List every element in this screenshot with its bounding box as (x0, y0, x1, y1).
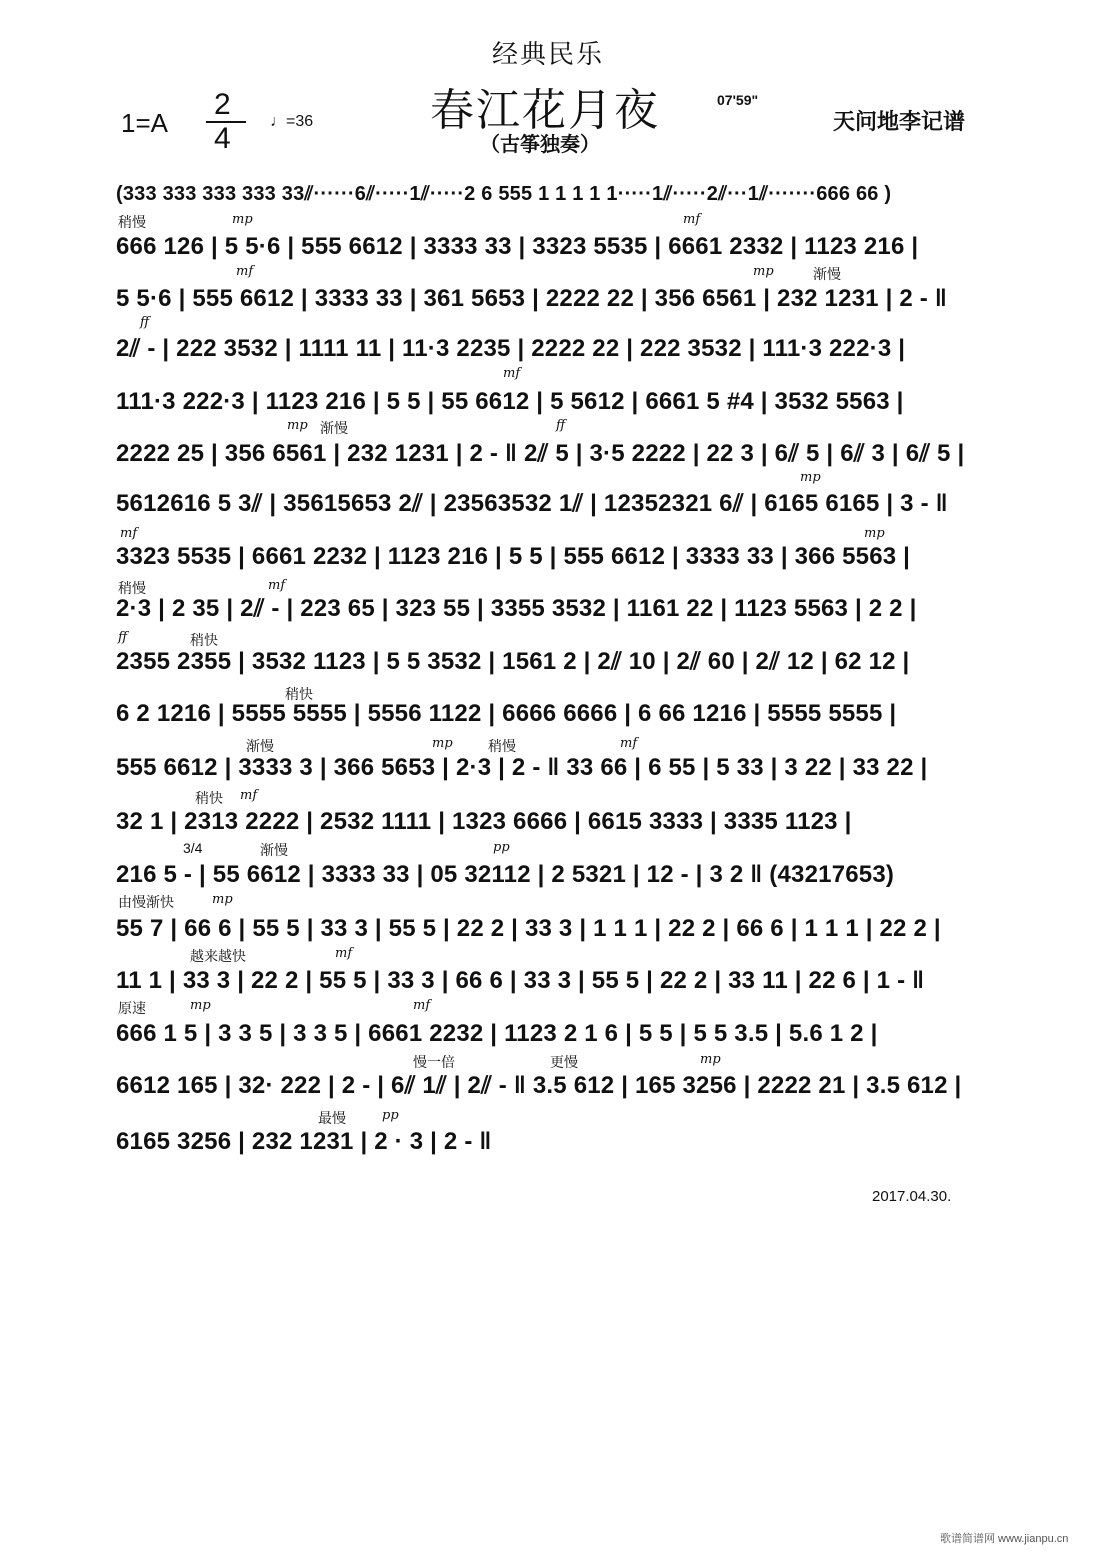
dynamic-mark: ff (118, 630, 128, 645)
time-signature-top: 2 (214, 88, 231, 121)
score-line: 55 7 | 66 6 | 55 5 | 33 3 | 55 5 | 22 2 | 33 3 | 1 1 1 | 22 2 | 66 6 | 1 1 1 | 22 2 | (116, 915, 941, 942)
tempo-instruction: 稍慢 (488, 738, 516, 754)
notator-credit: 天问地李记谱 (833, 109, 966, 134)
dynamic-mark: ff (140, 315, 150, 330)
date-label: 2017.04.30. (872, 1188, 952, 1205)
dynamic-mark: mp (864, 526, 885, 541)
tempo-instruction: 稍快 (195, 790, 223, 806)
dynamic-mark: mf (620, 736, 638, 751)
dynamic-mark: mf (268, 578, 286, 593)
dynamic-mark: mf (413, 998, 431, 1013)
tempo-instruction: 慢一倍 (413, 1054, 455, 1070)
dynamic-mark: mf (240, 788, 258, 803)
dynamic-mark: pp (382, 1108, 399, 1123)
tempo-instruction: 由慢渐快 (118, 894, 174, 910)
dynamic-mark: mp (700, 1052, 721, 1067)
subtitle: （古筝独奏） (480, 134, 600, 156)
page-title: 春江花月夜 (430, 85, 660, 136)
score-line: 666 126 | 5 5·6 | 555 6612 | 3333 33 | 3323 5535 | 6661 2332 | 1123 216 | (116, 233, 919, 260)
score-line: 5612616 5 3⫽ | 35615653 2⫽ | 23563532 1⫽ | 12352321 6⫽ | 6165 6165 | 3 - ‖ (116, 490, 948, 517)
score-line: 5 5·6 | 555 6612 | 3333 33 | 361 5653 | 2222 22 | 356 6561 | 232 1231 | 2 - ‖ (116, 285, 947, 312)
dynamic-mark: mp (212, 892, 233, 907)
dynamic-mark: mp (190, 998, 211, 1013)
tempo-instruction: 稍快 (285, 686, 313, 702)
score-line: 2222 25 | 356 6561 | 232 1231 | 2 - ‖ 2⫽ 5 | 3·5 2222 | 22 3 | 6⫽ 5 | 6⫽ 3 | 6⫽ 5 | (116, 440, 965, 467)
time-signature-bottom: 4 (214, 122, 231, 155)
score-line: 32 1 | 2313 2222 | 2532 1111 | 1323 6666 | 6615 3333 | 3335 1123 | (116, 808, 852, 835)
dynamic-mark: mf (503, 366, 521, 381)
dynamic-mark: mf (120, 526, 138, 541)
score-line: 3323 5535 | 6661 2232 | 1123 216 | 5 5 | 555 6612 | 3333 33 | 366 5563 | (116, 543, 911, 570)
dynamic-mark: mp (432, 736, 453, 751)
dynamic-mark: ff (556, 418, 566, 433)
dynamic-mark: mp (287, 418, 308, 433)
score-line: 555 6612 | 3333 3 | 366 5653 | 2·3 | 2 - ‖ 33 66 | 6 55 | 5 33 | 3 22 | 33 22 | (116, 754, 928, 781)
duration-label: 07'59" (717, 92, 759, 108)
key-signature: 1=A (121, 108, 168, 138)
dynamic-mark: pp (493, 840, 510, 855)
dynamic-mark: mf (236, 264, 254, 279)
dynamic-mark: mp (232, 212, 253, 227)
score-line: 216 5 - | 55 6612 | 3333 33 | 05 32112 | 2 5321 | 12 - | 3 2 ‖ (43217653) (116, 861, 895, 888)
score-line: 111·3 222·3 | 1123 216 | 5 5 | 55 6612 | 5 5612 | 6661 5 #4 | 3532 5563 | (116, 388, 904, 415)
dynamic-mark: mp (753, 264, 774, 279)
tempo-instruction: 渐慢 (260, 842, 288, 858)
dynamic-mark: mf (683, 212, 701, 227)
tempo-instruction: 稍慢 (118, 580, 146, 596)
tempo-instruction: 渐慢 (246, 738, 274, 754)
score-line: 2355 2355 | 3532 1123 | 5 5 3532 | 1561 2 | 2⫽ 10 | 2⫽ 60 | 2⫽ 12 | 62 12 | (116, 648, 910, 675)
tempo-marking: ♩=36 (270, 113, 314, 130)
score-line: 6 2 1216 | 5555 5555 | 5556 1122 | 6666 6666 | 6 66 1216 | 5555 5555 | (116, 700, 897, 727)
tempo-instruction: 原速 (118, 1000, 146, 1016)
dynamic-mark: mp (800, 470, 821, 485)
tempo-instruction: 更慢 (550, 1054, 578, 1070)
tempo-instruction: 最慢 (318, 1110, 346, 1126)
score-line: 6612 165 | 32· 222 | 2 - | 6⫽ 1⫽ | 2⫽ - ‖ 3.5 612 | 165 3256 | 2222 21 | 3.5 612 | (116, 1072, 962, 1099)
tempo-instruction: 3/4 (183, 840, 203, 856)
score-line: 6165 3256 | 232 1231 | 2 · 3 | 2 - ‖ (116, 1128, 492, 1155)
score-line: 2⫽ - | 222 3532 | 1111 11 | 11·3 2235 | 2222 22 | 222 3532 | 111·3 222·3 | (116, 335, 906, 362)
score-line: 666 1 5 | 3 3 5 | 3 3 5 | 6661 2232 | 1123 2 1 6 | 5 5 | 5 5 3.5 | 5.6 1 2 | (116, 1020, 878, 1047)
tempo-instruction: 渐慢 (320, 420, 348, 436)
score-line: (333 333 333 333 33⫽······6⫽·····1⫽·····2 6 555 1 1 1 1 1·····1⫽·····2⫽···1⫽·······666 66 ) (116, 183, 892, 205)
footer-watermark: 歌谱简谱网 www.jianpu.cn (940, 1533, 1069, 1545)
score-line: 11 1 | 33 3 | 22 2 | 55 5 | 33 3 | 66 6 | 33 3 | 55 5 | 22 2 | 33 11 | 22 6 | 1 - ‖ (116, 967, 925, 994)
tempo-instruction: 越来越快 (190, 948, 246, 964)
dynamic-mark: mf (335, 946, 353, 961)
tempo-instruction: 稍快 (190, 632, 218, 648)
tempo-instruction: 渐慢 (813, 266, 841, 282)
tempo-instruction: 稍慢 (118, 214, 146, 230)
genre-label: 经典民乐 (492, 40, 605, 70)
score-line: 2·3 | 2 35 | 2⫽ - | 223 65 | 323 55 | 3355 3532 | 1161 22 | 1123 5563 | 2 2 | (116, 595, 917, 622)
